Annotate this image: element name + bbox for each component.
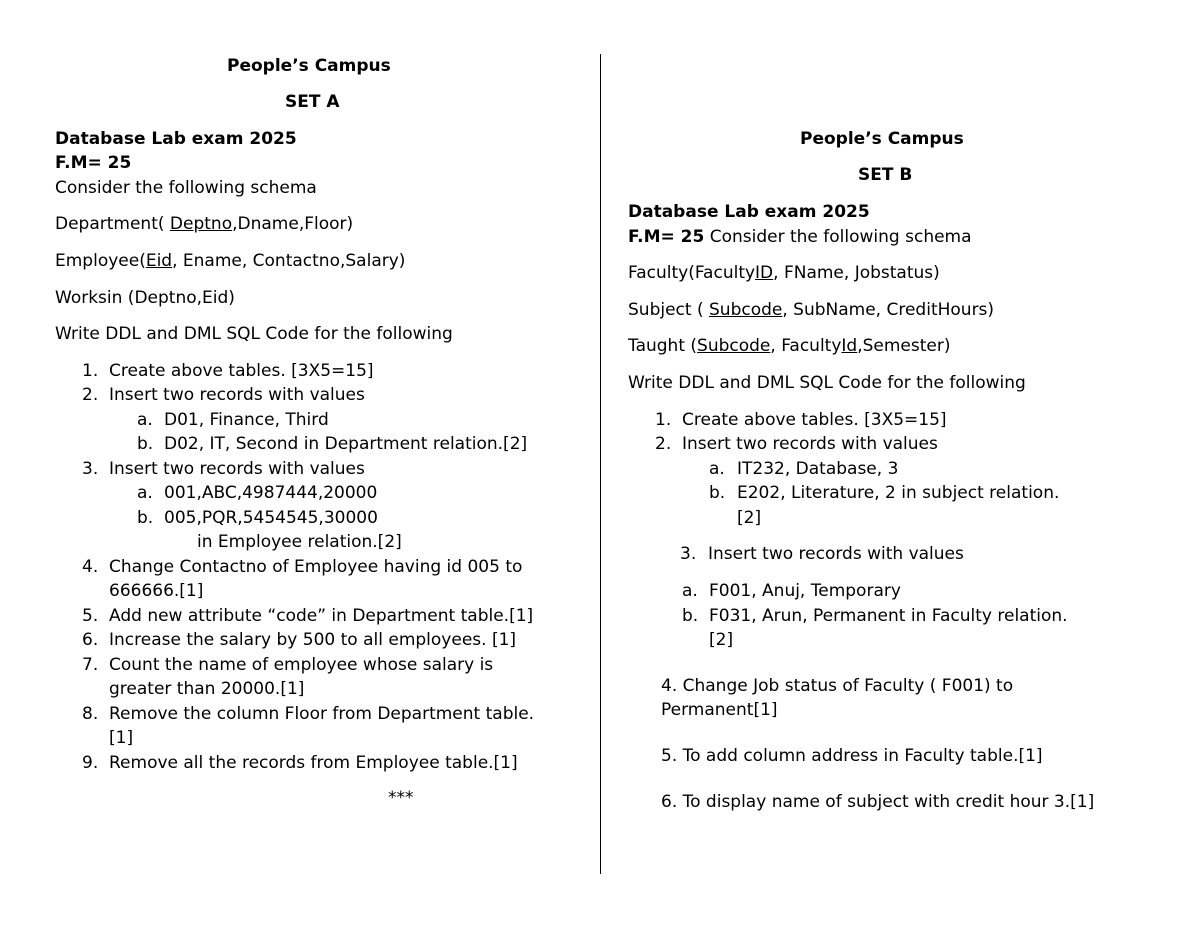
column-divider [600,54,601,874]
schema-faculty: Faculty(FacultyID, FName, Jobstatus) [628,263,940,283]
question-text: Insert two records with values [109,385,365,405]
question-text: Permanent[1] [661,700,778,720]
subitem-text: [2] [737,508,762,528]
question-text: greater than 20000.[1] [109,679,305,699]
question-text: Create above tables. [3X5=15] [682,410,947,430]
question-text: Change Contactno of Employee having id 005 to [109,557,523,577]
exam-title: Database Lab exam 2025 [628,202,870,222]
subitem-letter: b. [137,434,154,454]
schema-taught: Taught (Subcode, FacultyId,Semester) [628,336,951,356]
full-marks-line: F.M= 25 Consider the following schema [628,227,972,247]
schema-subject: Subject ( Subcode, SubName, CreditHours) [628,300,995,320]
schema-intro: Consider the following schema [55,178,317,198]
question-text: Insert two records with values [109,459,365,479]
question-number: 2. [82,385,99,405]
question-number: 4. [82,557,99,577]
subitem-letter: b. [137,508,154,528]
subitem-text: [2] [709,630,734,650]
subitem-letter: b. [709,483,726,503]
subitem-letter: b. [682,606,699,626]
question-number: 7. [82,655,99,675]
question-text: Remove the column Floor from Department table. [109,704,535,724]
campus-title: People’s Campus [800,129,964,149]
question-number: 1. [655,410,672,430]
question-text: Insert two records with values [682,434,938,454]
instruction: Write DDL and DML SQL Code for the following [628,373,1026,393]
subitem-letter: a. [137,410,153,430]
question-text: Add new attribute “code” in Department table.[1] [109,606,534,626]
question-number: 8. [82,704,99,724]
full-marks: F.M= 25 [55,153,132,173]
question-text: Count the name of employee whose salary is [109,655,494,675]
question-number: 5. [82,606,99,626]
subitem-letter: a. [682,581,698,601]
question-text: Remove all the records from Employee table.[1] [109,753,518,773]
question-text: Increase the salary by 500 to all employees. [1] [109,630,517,650]
question-text: Insert two records with values [708,544,964,564]
question-text: 4. Change Job status of Faculty ( F001) to [661,676,1014,696]
end-marker: *** [388,788,414,808]
exam-title: Database Lab exam 2025 [55,129,297,149]
subitem-letter: a. [709,459,725,479]
question-text: Create above tables. [3X5=15] [109,361,374,381]
question-number: 6. [82,630,99,650]
subitem-text: IT232, Database, 3 [737,459,899,479]
schema-worksin: Worksin (Deptno,Eid) [55,288,235,308]
question-number: 3. [680,544,697,564]
question-text: 6. To display name of subject with credit hour 3.[1] [661,792,1095,812]
subitem-text: 001,ABC,4987444,20000 [164,483,378,503]
schema-department: Department( Deptno,Dname,Floor) [55,214,354,234]
subitem-text: in Employee relation.[2] [197,532,402,552]
question-text: [1] [109,728,134,748]
subitem-text: E202, Literature, 2 in subject relation. [737,483,1060,503]
subitem-text: F031, Arun, Permanent in Faculty relation. [709,606,1068,626]
subitem-text: D02, IT, Second in Department relation.[2] [164,434,528,454]
question-text: 666666.[1] [109,581,204,601]
set-label: SET B [858,165,913,185]
question-number: 2. [655,434,672,454]
campus-title: People’s Campus [227,56,391,76]
question-text: 5. To add column address in Faculty table.[1] [661,746,1043,766]
set-label: SET A [285,92,340,112]
subitem-text: 005,PQR,5454545,30000 [164,508,378,528]
subitem-letter: a. [137,483,153,503]
question-number: 1. [82,361,99,381]
question-number: 3. [82,459,99,479]
subitem-text: F001, Anuj, Temporary [709,581,901,601]
instruction: Write DDL and DML SQL Code for the following [55,324,453,344]
subitem-text: D01, Finance, Third [164,410,329,430]
question-number: 9. [82,753,99,773]
schema-employee: Employee(Eid, Ename, Contactno,Salary) [55,251,406,271]
